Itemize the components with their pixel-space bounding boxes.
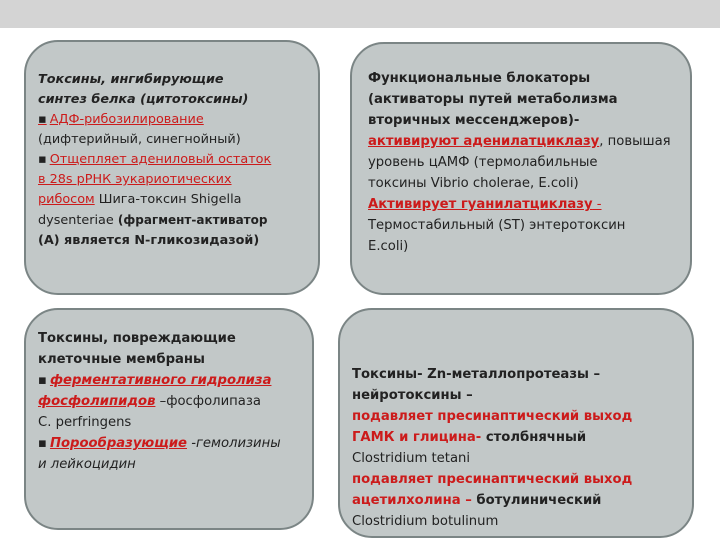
box3-line2: клеточные мембраны <box>38 352 205 367</box>
guanylate-cyclase-link[interactable]: Активирует гуанилатциклазу <box>368 197 593 212</box>
box4-line3: подавляет пресинаптический выход <box>352 409 633 424</box>
hemolysins-text: -гемолизины <box>187 436 281 451</box>
functional-blockers-card <box>350 42 692 295</box>
box2-line1: Функциональные блокаторы <box>368 71 591 86</box>
box2-line7-rest: - <box>592 197 602 212</box>
clostridium-botulinum-text: Clostridium botulinum <box>352 514 499 529</box>
enzymatic-hydrolysis-link-a[interactable]: ферментативного гидролиза <box>49 373 272 388</box>
n-glycosidase-text: (А) является N-гликозидазой) <box>38 233 260 248</box>
acetylcholine-text: ацетилхолина – <box>352 493 472 508</box>
protein-synthesis-toxins-card <box>24 40 320 295</box>
tetanus-text: столбнячный <box>481 430 587 445</box>
membrane-damaging-toxins-card <box>24 308 314 530</box>
leukocidin-text: и лейкоцидин <box>38 457 136 472</box>
adenyl-cleavage-link-b[interactable]: в 28s рРНК эукариотических <box>38 172 232 187</box>
top-band <box>0 0 720 28</box>
box2-line4-rest: , повышая <box>599 134 671 149</box>
phospholipase-text: –фосфолипаза <box>155 394 261 409</box>
box2-line6: токсины Vibrio cholerae, E.coli) <box>368 176 579 191</box>
box3-line1: Токсины, повреждающие <box>38 331 236 346</box>
box2-line5: уровень цАМФ (термолабильные <box>368 155 598 170</box>
enzymatic-hydrolysis-link-b[interactable]: фосфолипидов <box>38 394 156 409</box>
box1-bullet1-text: (дифтерийный, синегнойный) <box>38 132 241 147</box>
zn-metalloprotease-toxins-card <box>338 308 694 538</box>
box1-bullet2 <box>38 150 306 170</box>
box1-title-line1: Токсины, ингибирующие <box>38 72 224 87</box>
adp-ribosylation-link[interactable]: ▪ АДФ-рибозилирование <box>38 112 204 127</box>
adenyl-cleavage-link-c[interactable]: рибосом <box>38 192 95 207</box>
box4-line6: подавляет пресинаптический выход <box>352 472 633 487</box>
pore-forming-link[interactable]: Порообразующие <box>49 436 187 451</box>
botulinum-text: ботулинический <box>471 493 602 508</box>
box1-title-line2: синтез белка (цитотоксины) <box>38 92 249 107</box>
box2-line9: E.coli) <box>368 239 409 254</box>
perfringens-text: C. perfringens <box>38 415 132 430</box>
box4-line1: Токсины- Zn-металлопротеазы – <box>352 367 601 382</box>
shiga-toxin-text: Шига-токсин Shigella <box>94 192 242 207</box>
adenyl-cleavage-link-a[interactable]: Отщепляет адениловый остаток <box>49 152 272 167</box>
gaba-glycine-text: ГАМК и глицина- <box>352 430 482 445</box>
dysenteriae-text: dysenteriae <box>38 213 118 228</box>
box2-line8: Термостабильный (ST) энтеротоксин <box>368 218 626 233</box>
clostridium-tetani-text: Clostridium tetani <box>352 451 471 466</box>
box4-line2: нейротоксины – <box>352 388 473 403</box>
fragment-activator-text: (фрагмент-активатор <box>117 213 268 227</box>
box2-line2: (активаторы путей метаболизма <box>368 92 618 107</box>
adenylate-cyclase-link[interactable]: активируют аденилатциклазу <box>368 134 600 149</box>
box1-bullet1 <box>38 110 306 130</box>
box2-line3: вторичных мессенджеров)- <box>368 113 580 128</box>
box1-title <box>38 70 306 110</box>
